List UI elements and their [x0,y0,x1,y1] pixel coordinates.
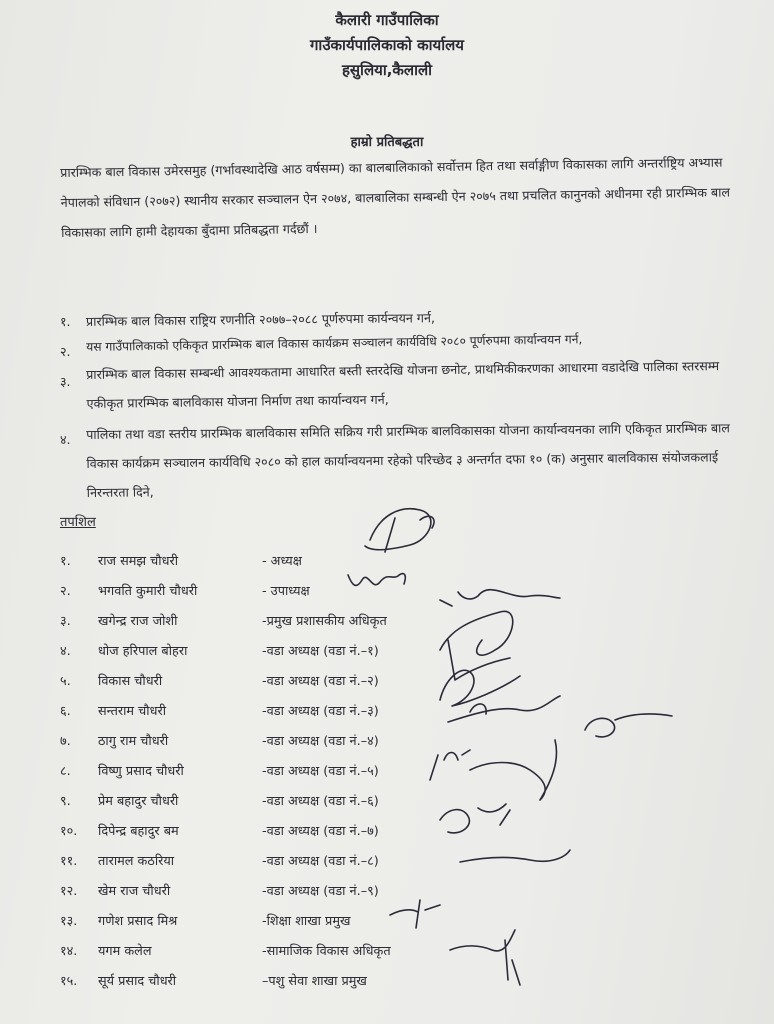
signature-11 [460,850,570,862]
office-address: हसुलिया,कैलाली [341,61,433,79]
member-name: तारामल कठरिया [98,854,175,869]
commitment-text: प्रारम्भिक बाल विकास सम्बन्धी आवश्यकतामा आधारित बस्ती स्तरदेखि योजना छनोट, प्राथमिकीकरणका आधारमा वडादेखि पालिका स्तरसम्म एकीकृत प्रारम्भिक बालविकास योजना निर्माण तथा कार्यान्वयन गर्न, [86,358,720,411]
member-position: -वडा अध्यक्ष (वडा नं.–५) [262,764,379,779]
member-number: १३. [60,914,78,929]
signature-5 [440,670,520,706]
member-number: १२. [60,884,78,899]
member-name: भगवति कुमारी चौधरी [98,584,198,599]
member-name: खगेन्द्र राज जोशी [98,614,178,629]
member-position: -वडा अध्यक्ष (वडा नं.–३) [262,704,379,719]
commitment-number: १. [60,314,71,329]
office-name: कैलारी गाउँपालिका [335,11,439,29]
commitment-number: ४. [60,432,71,447]
member-name: यगम कलेल [98,944,152,959]
member-number: ८. [60,764,71,779]
details-heading: तपशिल [60,515,96,530]
member-number: ५. [60,674,71,689]
member-name: ठागु राम चौधरी [98,734,169,749]
member-name: दिपेन्द्र बहादुर बम [98,824,179,839]
signature-4 [440,611,513,680]
member-number: १४. [60,944,78,959]
signature-13 [450,930,520,985]
signature-10 [440,804,510,833]
document-title: हाम्रो प्रतिबद्धता [350,135,424,150]
member-name: खेम राज चौधरी [98,884,171,899]
member-position: -सामाजिक विकास अधिकृत [262,944,391,959]
member-name: सन्तराम चौधरी [98,704,167,719]
member-name: धोज हरिपाल बोहरा [98,644,188,659]
member-number: १५. [60,974,78,989]
member-number: ९. [60,794,71,809]
member-position: - उपाध्यक्ष [262,584,310,599]
member-number: ४. [60,644,71,659]
commitment-text: प्रारम्भिक बाल विकास राष्ट्रिय रणनीति २०७७–२०८८ पूर्णरुपमा कार्यन्वयन गर्न, [85,310,436,329]
office-subtitle: गाउँकार्यपालिकाको कार्यालय [309,36,464,54]
member-position: -वडा अध्यक्ष (वडा नं.–४) [262,734,379,749]
member-position: -वडा अध्यक्ष (वडा नं.–९) [262,884,379,899]
member-number: १०. [60,824,78,839]
member-name: गणेश प्रसाद मिश्र [98,914,178,929]
member-number: २. [60,584,71,599]
signature-2 [348,574,405,586]
member-name: राज समझ चौधरी [98,554,179,569]
member-position: -वडा अध्यक्ष (वडा नं.–६) [262,794,379,809]
signature-12 [390,900,440,928]
member-name: सूर्य प्रसाद चौधरी [98,974,177,989]
commitment-number: ३. [60,374,71,389]
member-position: -वडा अध्यक्ष (वडा नं.–२) [262,674,379,689]
member-position: - अध्यक्ष [262,554,302,569]
member-number: ६. [60,704,71,719]
member-name: विकास चौधरी [98,674,163,689]
member-position: -शिक्षा शाखा प्रमुख [262,914,351,929]
commitment-text: यस गाउँपालिकाको एकिकृत प्रारम्भिक बाल विकास कार्यक्रम सञ्चालन कार्यविधि २०८० पूर्णरुपमा कार्यान्वयन गर्न, [86,332,583,354]
member-position: -प्रमुख प्रशासकीय अधिकृत [262,614,387,629]
member-number: ७. [60,734,71,749]
commitment-text: पालिका तथा वडा स्तरीय प्रारम्भिक बालविकास समिति सक्रिय गरी प्रारम्भिक बालविकासका योजना कार्यान्वयनका लागि एकिकृत प्रारम्भिक बाल विकास कार्यक्रम सञ्चालन कार्यविधि २०८० को हाल कार्यान्वयनमा रहेको परिच्छेद ३ अन्तर्गत दफा १० (क) अनुसार बालविकास संयोजकलाई निरन्तरता दिने, [86,420,731,500]
member-number: १. [60,554,71,569]
member-position: -वडा अध्यक्ष (वडा नं.–१) [262,644,379,659]
member-position: -वडा अध्यक्ष (वडा नं.–८) [262,854,379,869]
member-number: ३. [60,614,71,629]
signature-9 [470,740,557,800]
signature-7 [585,714,672,737]
signature-3 [440,590,560,606]
member-position: –पशु सेवा शाखा प्रमुख [262,974,367,989]
member-name: विष्णु प्रसाद चौधरी [98,764,184,779]
signature-6 [448,696,560,722]
commitment-number: २. [60,344,71,359]
intro-paragraph: प्रारम्भिक बाल विकास उमेरसमुह (गर्भावस्थादेखि आठ वर्षसम्म) का बालबालिकाको सर्वोत्तम हित तथा सर्वाङ्गीण विकासका लागि अन्तर्राष्ट्रिय अभ्यास नेपालको संविधान (२०७२) स्थानीय सरकार सञ्चालन ऐन २०७४, बालबालिका सम्बन्धी ऐन २०७५ तथा प्रचलित कानुनको अधीनमा रही प्रारम्भिक बाल विकासका लागि हामी देहायका बुँदामा प्रतिबद्धता गर्दछौं । [60,154,731,240]
member-position: -वडा अध्यक्ष (वडा नं.–७) [262,824,379,839]
signature-1 [365,509,434,552]
member-name: प्रेम बहादुर चौधरी [98,794,179,809]
signature-8 [430,750,470,780]
member-number: ११. [60,854,78,869]
